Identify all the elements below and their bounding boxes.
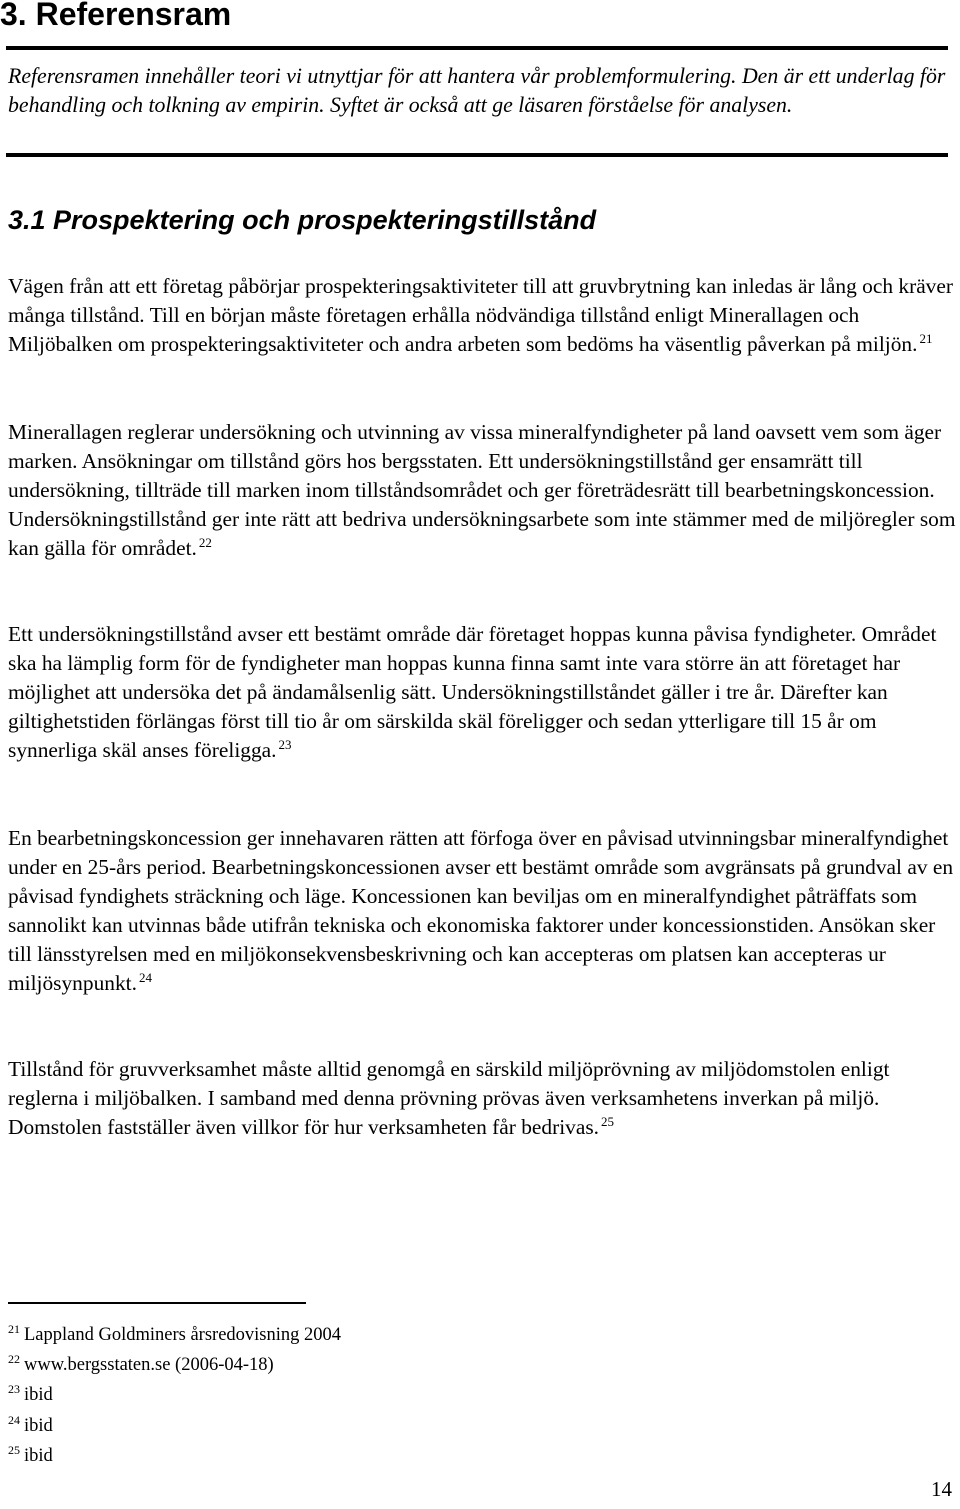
body-paragraph [8, 1055, 960, 1142]
footnote-number: 22 [8, 1352, 20, 1367]
paragraph-text: Ett undersökningstillstånd avser ett bestämt område där företaget hoppas kunna påvisa fyndigheter. Området ska ha lämplig form för de fyndigheter man hoppas kunna finna samt inte vara större än att företaget har möjlighet att undersöka det på ändamålsenlig sätt. Undersökningstillståndet gäller i tre år. Därefter kan giltighetstiden förlängas först till tio år om särskilda skäl föreligger och sedan ytterligare till 15 år om synnerliga skäl anses föreligga. [8, 622, 937, 762]
footnote-reference: 21 [919, 330, 933, 346]
page-number: 14 [931, 1477, 952, 1501]
paragraph-text: Vägen från att ett företag påbörjar prospekteringsaktiviteter till att gruvbrytning kan inledas är lång och kräver många tillstånd. Till en början måste företagen erhålla nödvändiga tillstånd enligt Minerallagen och Miljöbalken om prospekteringsaktiviteter och andra arbeten som bedöms ha väsentlig påverkan på miljön. [8, 274, 954, 356]
footnote [8, 1377, 608, 1407]
chapter-heading: 3. Referensram [0, 0, 232, 32]
body-paragraph [8, 620, 960, 765]
footnote-text: Lappland Goldminers årsredovisning 2004 [24, 1325, 342, 1345]
footnote [8, 1317, 608, 1347]
paragraph-text: Tillstånd för gruvverksamhet måste alltid genomgå en särskild miljöprövning av miljödomstolen enligt reglerna i miljöbalken. I samband med denna prövning prövas även verksamhetens inverkan på miljö. Domstolen fastställer även villkor för hur verksamheten får bedrivas. [8, 1057, 890, 1139]
footnote-text: www.bergsstaten.se (2006-04-18) [24, 1355, 274, 1376]
footnote [8, 1347, 608, 1377]
footnote-number: 25 [8, 1442, 20, 1457]
footnote-reference: 22 [198, 534, 212, 550]
paragraph-text: Minerallagen reglerar undersökning och utvinning av vissa mineralfyndigheter på land oavsett vem som äger marken. Ansökningar om tillstånd görs hos bergsstaten. Ett undersökningstillstånd ger ensamrätt till undersökning, tillträde till marken inom tillståndsområdet och ger företrädesrätt till bearbetningskoncession. Undersökningstillstånd ger inte rätt att bedriva undersökningsarbete som inte stämmer med de miljöregler som kan gälla för området. [8, 420, 956, 560]
footnote-separator [8, 1302, 306, 1304]
footnote-text: ibid [24, 1415, 53, 1436]
footnote-number: 23 [8, 1382, 20, 1397]
intro-top-rule [6, 46, 948, 50]
footnote [8, 1408, 608, 1438]
body-paragraph [8, 272, 960, 359]
footnote-text: ibid [24, 1385, 53, 1406]
footnote [8, 1438, 608, 1468]
footnote-reference: 24 [138, 969, 152, 985]
footnote-reference: 23 [278, 736, 292, 752]
footnote-number: 21 [8, 1322, 20, 1336]
section-heading: 3.1 Prospektering och prospekteringstillstånd [8, 205, 597, 235]
body-paragraph [8, 418, 960, 563]
intro-bottom-rule [6, 153, 948, 157]
footnote-text: ibid [24, 1445, 53, 1466]
body-paragraph [8, 824, 960, 997]
footnotes [8, 1317, 608, 1468]
paragraph-text: En bearbetningskoncession ger innehavaren rätten att förfoga över en påvisad utvinningsbar mineralfyndighet under en 25-års period. Bearbetningskoncessionen avser ett bestämt område som avgränsats på grundval av en påvisad fyndighets sträckning och läge. Koncessionen kan beviljas om en mineralfyndighet påträffats som sannolikt kan utvinnas både utifrån tekniska och ekonomiska faktorer under koncessionstiden. Ansökan sker till länsstyrelsen med en miljökonsekvensbeskrivning och kan accepteras om platsen kan accepteras ur miljösynpunkt. [8, 826, 954, 995]
chapter-intro: Referensramen innehåller teori vi utnyttjar för att hantera vår problemformulering. Den är ett underlag för behandling och tolkning av empirin. Syftet är också att ge läsaren förståelse för analysen. [8, 64, 946, 117]
footnote-reference: 25 [601, 1113, 615, 1129]
footnote-number: 24 [8, 1412, 20, 1427]
